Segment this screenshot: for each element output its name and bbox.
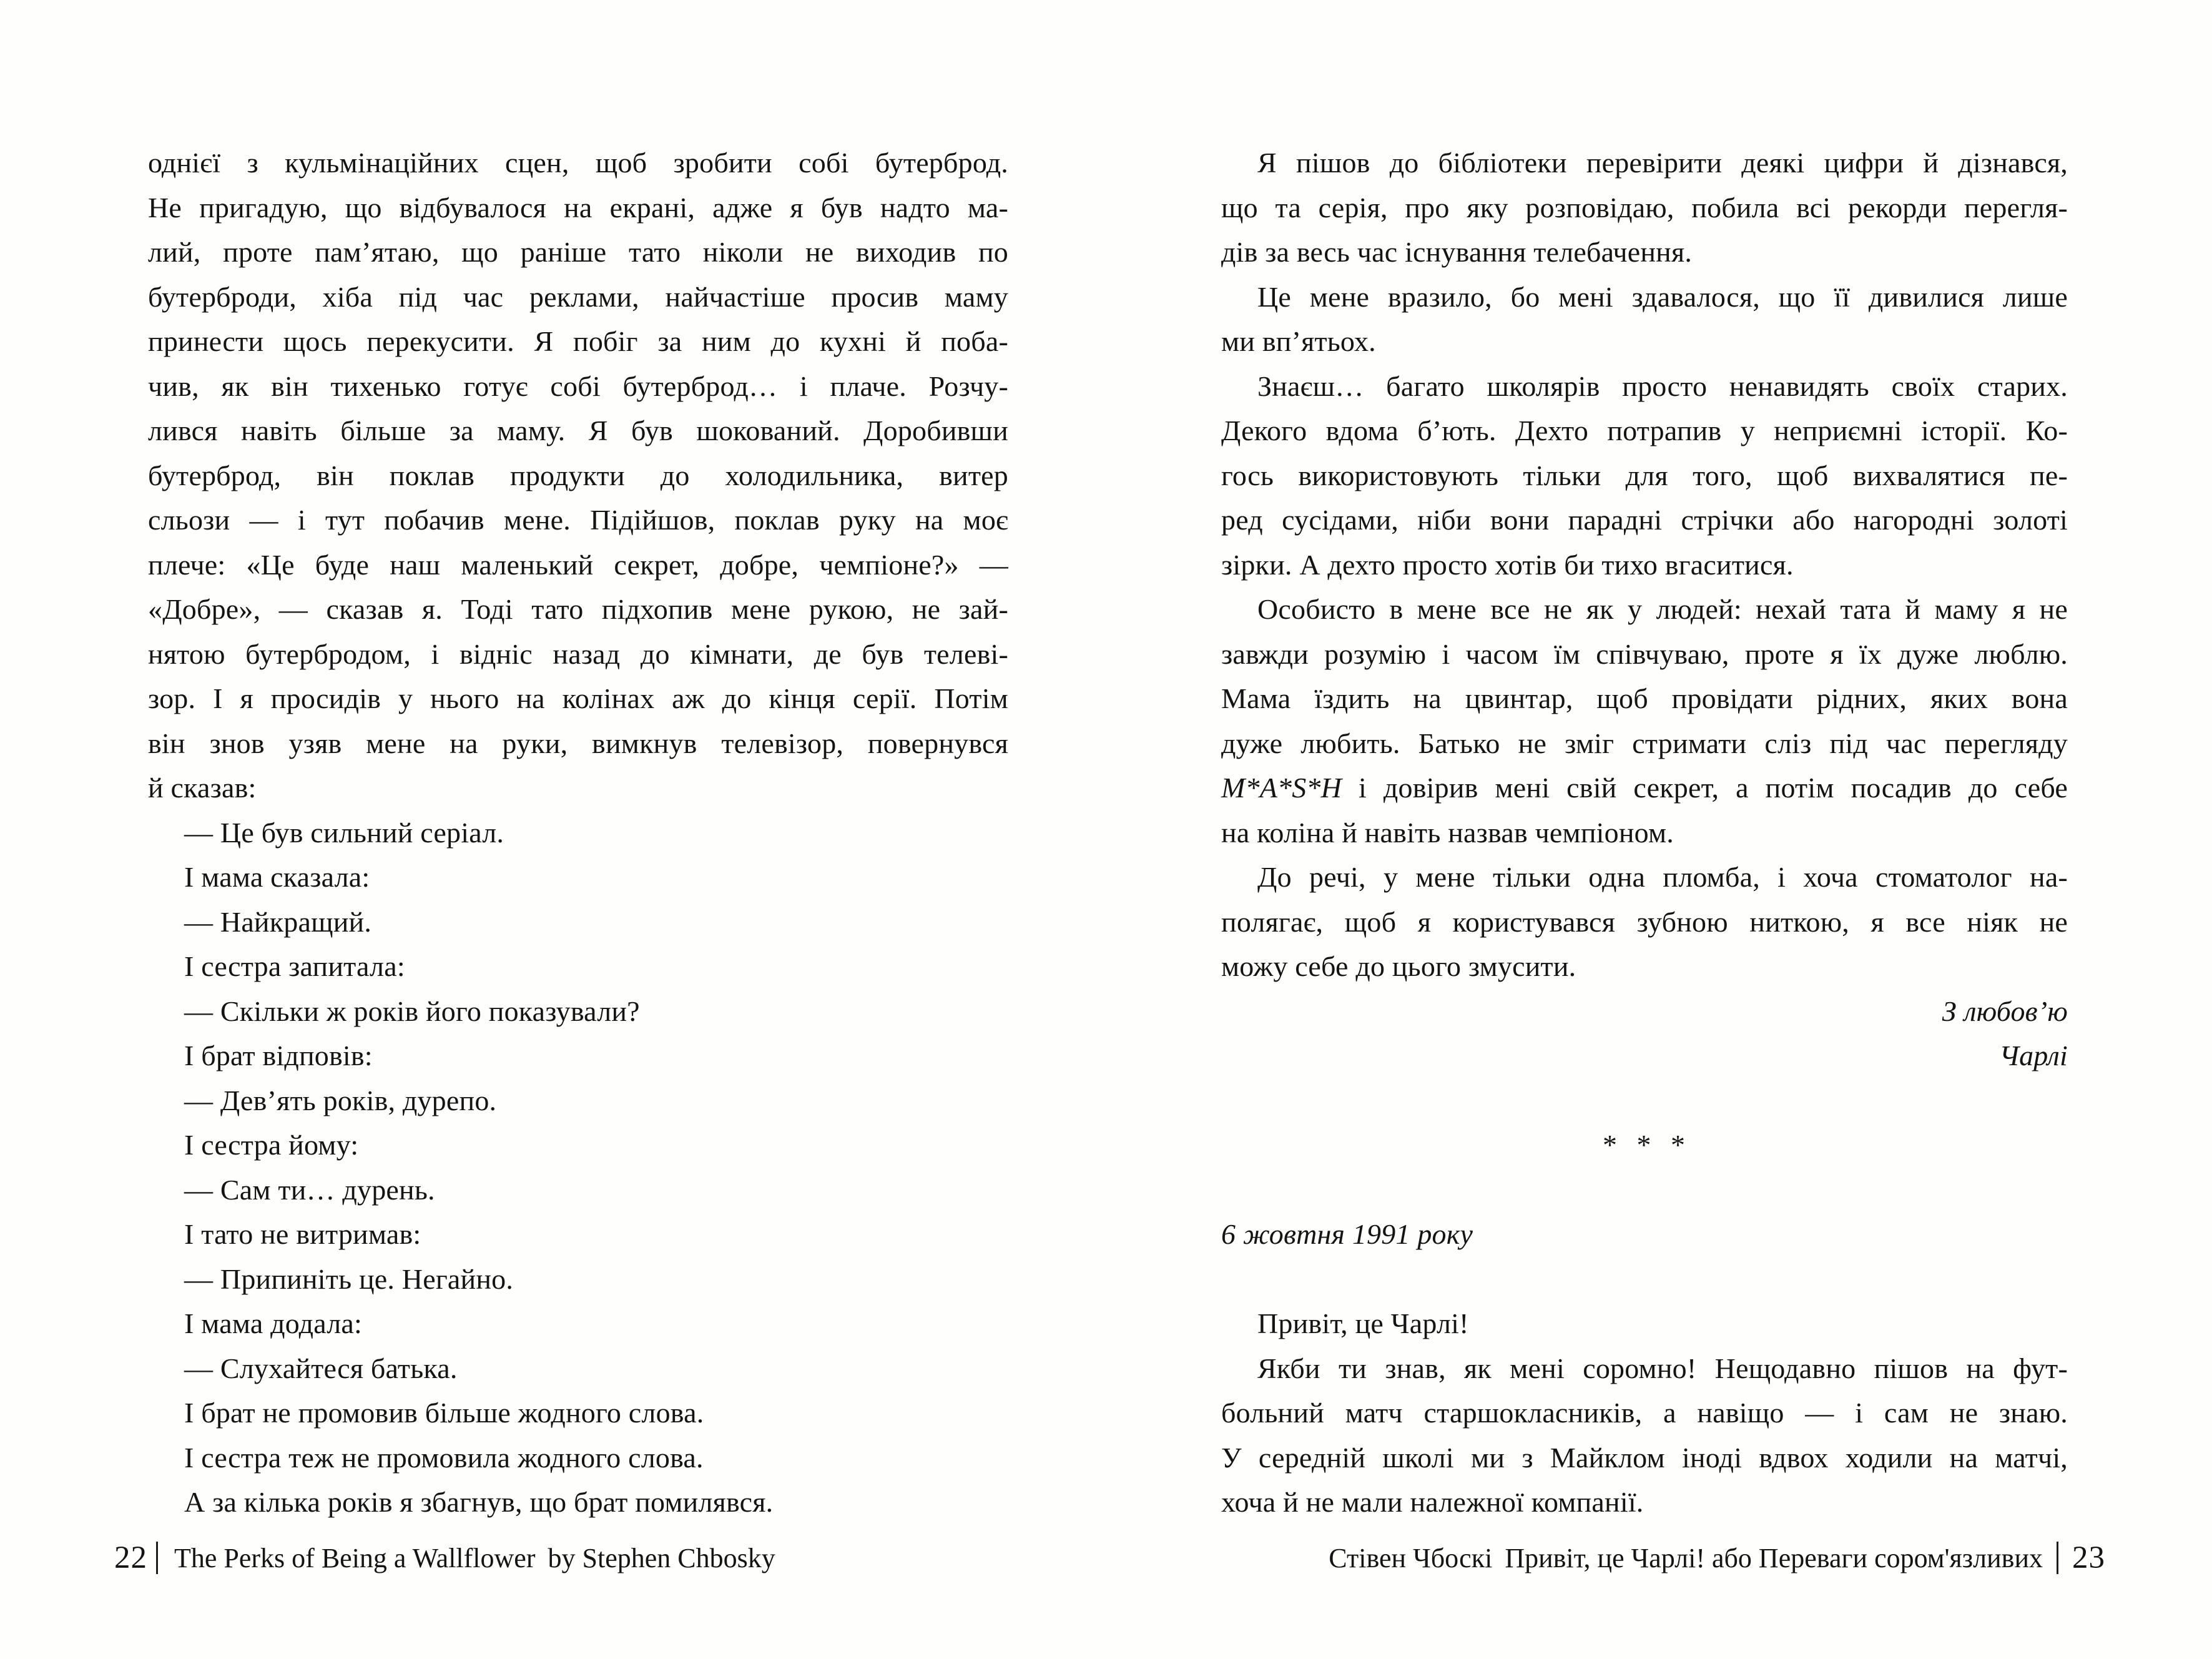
text-line: лий, проте пам’ятаю, що раніше тато ніколи не виходив по bbox=[148, 236, 1008, 268]
text-line: бутерброд, він поклав продукти до холодильника, витер bbox=[148, 459, 1008, 491]
text-line: Я пішов до бібліотеки перевірити деякі цифри й дізнався, bbox=[1257, 147, 2068, 179]
footer-divider-line bbox=[156, 1542, 158, 1574]
text-line: хоча й не мали належної компанії. bbox=[1221, 1486, 1644, 1518]
text-line: І брат не промовив більше жодного слова. bbox=[184, 1397, 704, 1429]
text-line bbox=[1221, 1078, 2068, 1123]
text-line: — Припиніть це. Негайно. bbox=[184, 1263, 514, 1295]
text-line: чив, як він тихенько готує собі бутерброд… і плаче. Розчу- bbox=[148, 370, 1008, 402]
text-line: полягає, щоб я користувався зубною ниткою, я все ніяк не bbox=[1221, 905, 2068, 938]
text-line: плече: «Це буде наш маленький секрет, добре, чемпіоне?» — bbox=[148, 548, 1008, 581]
text-line: ми вп’ятьох. bbox=[1221, 325, 1376, 357]
text-line: однієї з кульмінаційних сцен, щоб зробити собі бутерброд. bbox=[148, 147, 1008, 179]
text-line: — Дев’ять років, дурепо. bbox=[184, 1084, 497, 1116]
page-left-footer bbox=[114, 1537, 775, 1578]
text-line: І сестра запитала: bbox=[184, 950, 405, 982]
text-line: Мама їздить на цвинтар, щоб провідати рідних, яких вона bbox=[1221, 682, 2068, 714]
text-line: — Слухайтеся батька. bbox=[184, 1352, 458, 1384]
text-line bbox=[1221, 1168, 2068, 1213]
text-line: зор. І я просидів у нього на колінах аж до кінця серії. Потім bbox=[148, 682, 1008, 714]
text-line: зірки. А дехто просто хотів би тихо вгаситися. bbox=[1221, 548, 1794, 581]
text-line: лився навіть більше за маму. Я був шокований. Доробивши bbox=[148, 415, 1008, 446]
italic-text-segment: M*A*S*H bbox=[1221, 772, 1342, 804]
page-number-right: 23 bbox=[2072, 1540, 2105, 1575]
text-segment: і довірив мені свій секрет, а потім посадив до себе bbox=[1342, 772, 2068, 804]
text-line bbox=[1221, 1257, 2068, 1302]
text-line: що та серія, про яку розповідаю, побила всі рекорди перегля- bbox=[1221, 191, 2068, 224]
text-line: «Добре», — сказав я. Тоді тато підхопив мене рукою, не зай- bbox=[148, 593, 1008, 625]
text-line: гось використовують тільки для того, щоб вихвалятися пе- bbox=[1221, 459, 2068, 491]
text-line: на коліна й навіть назвав чемпіоном. bbox=[1221, 816, 1674, 849]
text-line: І тато не витримав: bbox=[184, 1218, 421, 1250]
page-right-text bbox=[1221, 140, 2068, 1525]
footer-book-title: The Perks of Being a Wallflower bbox=[174, 1542, 536, 1573]
text-line: А за кілька років я збагнув, що брат помилявся. bbox=[184, 1486, 774, 1518]
text-line: Не пригадую, що відбувалося на екрані, адже я був надто ма- bbox=[148, 191, 1008, 224]
footer-author: Стівен Чбоскі bbox=[1329, 1542, 1493, 1573]
text-line: ред сусідами, ніби вони парадні стрічки або нагородні золоті bbox=[1221, 504, 2068, 536]
scene-break: * * * bbox=[1603, 1129, 1686, 1161]
text-line: завжди розумію і часом їм співчуваю, проте я їх дуже люблю. bbox=[1221, 638, 2068, 670]
text-line: Чарлі bbox=[1999, 1040, 2068, 1071]
text-line: Привіт, це Чарлі! bbox=[1257, 1307, 1469, 1339]
text-line: Особисто в мене все не як у людей: нехай тата й маму я не bbox=[1257, 593, 2068, 625]
text-line: — Сам ти… дурень. bbox=[184, 1173, 435, 1206]
text-line: Якби ти знав, як мені соромно! Нещодавно пішов на фут- bbox=[1257, 1352, 2068, 1384]
footer-book-title: Привіт, це Чарлі! або Переваги сором'язливих bbox=[1505, 1542, 2043, 1573]
footer-author: by Stephen Chbosky bbox=[548, 1542, 775, 1573]
text-line: принести щось перекусити. Я побіг за ним до кухні й поба- bbox=[148, 325, 1008, 357]
text-line: 6 жовтня 1991 року bbox=[1221, 1218, 1473, 1250]
text-line: І сестра теж не промовила жодного слова. bbox=[184, 1441, 704, 1474]
text-line: І брат відповів: bbox=[184, 1040, 373, 1071]
text-line: Це мене вразило, бо мені здавалося, що її дивилися лише bbox=[1257, 280, 2068, 313]
page-right-footer bbox=[1329, 1537, 2105, 1578]
text-line: — Це був сильний серіал. bbox=[184, 816, 504, 849]
text-line: І мама сказала: bbox=[184, 861, 370, 893]
text-line: й сказав: bbox=[148, 772, 257, 804]
text-line: можу себе до цього змусити. bbox=[1221, 950, 1576, 982]
text-line: сльози — і тут побачив мене. Підійшов, поклав руку на моє bbox=[148, 504, 1008, 536]
text-line bbox=[1221, 766, 2068, 810]
text-line: бутерброди, хіба під час реклами, найчастіше просив маму bbox=[148, 280, 1008, 313]
text-line: І сестра йому: bbox=[184, 1129, 359, 1161]
text-line: До речі, у мене тільки одна пломба, і хоча стоматолог на- bbox=[1257, 861, 2068, 893]
page-left-text bbox=[148, 140, 1008, 1525]
text-line: З любов’ю bbox=[1942, 995, 2068, 1027]
text-line: Знаєш… багато школярів просто ненавидять своїх старих. bbox=[1257, 370, 2068, 402]
text-line: — Найкращий. bbox=[184, 905, 372, 938]
text-line: І мама додала: bbox=[184, 1307, 362, 1339]
text-line: больний матч старшокласників, а навіщо — і сам не знаю. bbox=[1221, 1397, 2068, 1429]
text-line: Декого вдома б’ють. Дехто потрапив у неприємні історії. Ко- bbox=[1221, 415, 2068, 446]
text-line: дуже любить. Батько не зміг стримати сліз під час перегляду bbox=[1221, 727, 2068, 759]
text-line: У середній школі ми з Майклом іноді вдвох ходили на матчі, bbox=[1221, 1441, 2068, 1474]
page-number-left: 22 bbox=[114, 1540, 147, 1575]
footer-divider-line bbox=[2057, 1542, 2058, 1574]
text-line: нятою бутербродом, і відніс назад до кімнати, де був телеві- bbox=[148, 638, 1008, 670]
text-line: він знов узяв мене на руки, вимкнув телевізор, повернувся bbox=[148, 727, 1008, 759]
text-line: дів за весь час існування телебачення. bbox=[1221, 236, 1693, 268]
text-line: — Скільки ж років його показували? bbox=[184, 995, 640, 1027]
